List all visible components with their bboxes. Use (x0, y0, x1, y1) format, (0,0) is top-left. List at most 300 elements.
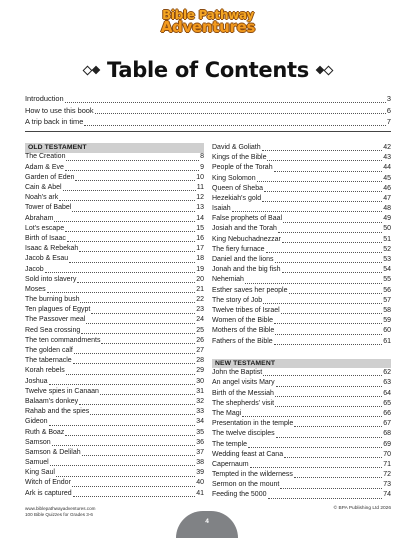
toc-entry[interactable] (25, 275, 204, 285)
dot-leader (232, 211, 383, 212)
dot-leader (275, 334, 382, 335)
toc-entry-title: Isaiah (212, 205, 231, 213)
publisher-logo (0, 9, 416, 35)
toc-entry[interactable] (212, 316, 391, 326)
toc-entry-title: Rahab and the spies (25, 408, 90, 416)
toc-entry-title: Ark is captured (25, 489, 72, 497)
dot-leader (266, 252, 383, 253)
toc-entry-page: 20 (196, 275, 204, 283)
toc-entry-title: Women of the Bible (212, 317, 273, 325)
toc-entry-title: Abraham (25, 214, 54, 222)
toc-entry[interactable] (212, 491, 391, 501)
toc-entry[interactable] (212, 153, 391, 163)
dot-leader (73, 363, 196, 364)
toc-entry-title: Isaac & Rebekah (25, 245, 79, 253)
toc-entry-title: Cain & Abel (25, 184, 62, 192)
toc-entry-title: The Passover meal (25, 316, 86, 324)
toc-entry-title: False prophets of Baal (212, 215, 283, 223)
dot-leader (84, 125, 386, 126)
dot-leader (56, 476, 195, 477)
toc-entry-page: 68 (383, 430, 391, 438)
diamond-ornament-icon (317, 67, 332, 74)
dot-leader (282, 272, 383, 273)
toc-entry-title: Adam & Eve (25, 163, 64, 171)
toc-entry-title: Sold into slavery (25, 275, 77, 283)
logo-line-2: Adventures (160, 18, 256, 36)
dot-leader (275, 396, 382, 397)
toc-entry[interactable] (25, 326, 204, 336)
toc-entry-title: Josiah and the Torah (212, 225, 277, 233)
dot-leader (49, 425, 196, 426)
toc-entry[interactable] (25, 458, 204, 468)
toc-entry-page: 22 (196, 296, 204, 304)
toc-entry-page: 51 (383, 235, 391, 243)
toc-entry[interactable] (212, 399, 391, 409)
toc-entry[interactable] (25, 387, 204, 397)
dot-leader (245, 283, 382, 284)
toc-entry[interactable] (25, 214, 204, 224)
dot-leader (267, 160, 382, 161)
toc-entry-page: 19 (196, 265, 204, 273)
old-testament-column-left (25, 143, 204, 499)
toc-entry[interactable] (25, 397, 204, 407)
dot-leader (49, 384, 196, 385)
toc-entry[interactable] (25, 336, 204, 346)
diamond-ornament-icon (84, 67, 99, 74)
toc-entry-page: 57 (383, 296, 391, 304)
toc-entry-title: Wedding feast at Cana (212, 450, 284, 458)
toc-entry[interactable] (212, 296, 391, 306)
toc-entry[interactable] (212, 368, 391, 378)
toc-entry[interactable] (25, 105, 391, 117)
toc-entry-page: 25 (196, 326, 204, 334)
dot-leader (282, 242, 382, 243)
toc-entry[interactable] (212, 143, 391, 153)
dot-leader (274, 344, 383, 345)
toc-entry-page: 52 (383, 245, 391, 253)
toc-entry-title: Korah rebels (25, 367, 65, 375)
dot-leader (77, 282, 195, 283)
toc-entry-page: 33 (196, 408, 204, 416)
toc-entry-title: Joshua (25, 377, 48, 385)
toc-entry-title: Jonah and the big fish (212, 266, 281, 274)
dot-leader (74, 353, 195, 354)
toc-entry-title: Ten plagues of Egypt (25, 306, 91, 314)
toc-entry[interactable] (212, 440, 391, 450)
logo-line-1: Bible Pathway (162, 8, 254, 22)
toc-entry-page: 14 (196, 214, 204, 222)
footer-website[interactable]: www.biblepathwayadventures.com (25, 506, 96, 511)
toc-entry-title: An angel visits Mary (212, 379, 275, 387)
dot-leader (59, 200, 195, 201)
toc-entry-title: Gideon (25, 418, 48, 426)
dot-leader (280, 488, 382, 489)
toc-entry[interactable] (25, 224, 204, 234)
dot-leader (63, 190, 196, 191)
toc-entry-page: 10 (196, 173, 204, 181)
toc-entry-page: 37 (196, 448, 204, 456)
dot-leader (79, 251, 195, 252)
toc-entry-title: Noah's ark (25, 194, 59, 202)
dot-leader (72, 486, 195, 487)
page-title: Table of Contents (107, 58, 309, 82)
toc-entry-title: The fiery furnace (212, 245, 265, 253)
toc-entry[interactable] (25, 468, 204, 478)
toc-entry-title: John the Baptist (212, 369, 263, 377)
toc-entry-page: 12 (196, 194, 204, 202)
dot-leader (283, 222, 382, 223)
toc-entry-page: 24 (196, 316, 204, 324)
toc-entry-page: 35 (196, 428, 204, 436)
toc-entry[interactable] (212, 194, 391, 204)
toc-entry-page: 18 (196, 255, 204, 263)
toc-entry-page: 34 (196, 418, 204, 426)
dot-leader (248, 447, 382, 448)
toc-entry[interactable] (212, 480, 391, 490)
section-heading-new-testament: NEW TESTAMENT (212, 359, 391, 369)
dot-leader (73, 496, 196, 497)
toc-entry-page: 65 (383, 399, 391, 407)
toc-entry[interactable] (25, 295, 204, 305)
toc-entry-page: 66 (383, 409, 391, 417)
toc-entry[interactable] (25, 153, 204, 163)
toc-entry[interactable] (25, 244, 204, 254)
toc-entry[interactable] (25, 203, 204, 213)
toc-entry-page: 73 (383, 481, 391, 489)
toc-entry-page: 58 (383, 306, 391, 314)
toc-entry-title: Feeding the 5000 (212, 491, 267, 499)
toc-entry-title: The story of Job (212, 296, 263, 304)
toc-entry-title: The ten commandments (25, 336, 101, 344)
toc-entry-page: 49 (383, 215, 391, 223)
toc-entry-title: The Magi (212, 409, 242, 417)
old-testament-column-right (212, 143, 391, 501)
toc-entry-page: 74 (383, 491, 391, 499)
toc-list (212, 368, 391, 500)
dot-leader (79, 404, 195, 405)
toc-entry-page: 44 (383, 164, 391, 172)
dot-leader (242, 416, 382, 417)
toc-entry-page: 8 (200, 153, 204, 161)
toc-entry-title: Twelve spies in Canaan (25, 387, 99, 395)
toc-entry-title: King Nebuchadnezzar (212, 235, 281, 243)
toc-entry-title: Fathers of the Bible (212, 337, 273, 345)
toc-entry-page: 28 (196, 357, 204, 365)
toc-entry-page: 48 (383, 205, 391, 213)
dot-leader (276, 386, 383, 387)
toc-entry[interactable] (212, 460, 391, 470)
toc-entry-title: A trip back in time (25, 117, 84, 126)
toc-entry[interactable] (25, 116, 391, 128)
toc-entry-page: 40 (196, 479, 204, 487)
dot-leader (67, 241, 195, 242)
page-number-tab (176, 511, 238, 538)
toc-entry[interactable] (25, 163, 204, 173)
toc-entry-title: King Saul (25, 469, 55, 477)
toc-list (25, 153, 204, 499)
toc-entry-title: David & Goliath (212, 143, 261, 151)
toc-entry[interactable] (25, 479, 204, 489)
dot-leader (281, 313, 383, 314)
dot-leader (289, 293, 383, 294)
divider (25, 131, 391, 132)
dot-leader (65, 102, 386, 103)
title-row (0, 58, 416, 82)
dot-leader (65, 170, 199, 171)
dot-leader (276, 437, 383, 438)
toc-entry-page: 38 (196, 459, 204, 467)
toc-entry-title: The shepherds' visit (212, 399, 275, 407)
toc-entry-page: 61 (383, 337, 391, 345)
toc-entry-page: 59 (383, 317, 391, 325)
dot-leader (82, 455, 196, 456)
toc-entry-page: 26 (196, 336, 204, 344)
dot-leader (275, 406, 382, 407)
toc-entry-title: How to use this book (25, 105, 94, 115)
toc-entry-title: Introduction (25, 94, 64, 103)
toc-entry[interactable] (25, 93, 391, 105)
toc-entry-page: 60 (383, 327, 391, 335)
toc-entry-title: Samuel (25, 459, 49, 467)
toc-entry-title: Tempted in the wilderness (212, 471, 293, 479)
toc-entry[interactable] (25, 489, 204, 499)
toc-entry-title: Moses (25, 285, 46, 293)
toc-entry[interactable] (212, 337, 391, 347)
toc-entry[interactable] (25, 417, 204, 427)
toc-entry-page: 9 (200, 163, 204, 171)
toc-entry-title: Samson & Delilah (25, 448, 81, 456)
toc-entry-page: 32 (196, 397, 204, 405)
dot-leader (50, 465, 195, 466)
dot-leader (65, 231, 195, 232)
toc-entry[interactable] (212, 275, 391, 285)
toc-entry[interactable] (212, 255, 391, 265)
toc-entry[interactable] (212, 389, 391, 399)
toc-entry[interactable] (212, 286, 391, 296)
toc-entry-page: 43 (383, 154, 391, 162)
toc-entry-title: Red Sea crossing (25, 326, 81, 334)
dot-leader (66, 160, 199, 161)
toc-entry-title: The temple (212, 440, 248, 448)
toc-entry-page: 6 (386, 105, 391, 115)
toc-entry[interactable] (25, 448, 204, 458)
toc-entry-title: Esther saves her people (212, 286, 288, 294)
toc-entry-page: 41 (196, 489, 204, 497)
toc-entry[interactable] (25, 356, 204, 366)
toc-entry[interactable] (212, 409, 391, 419)
dot-leader (90, 414, 195, 415)
toc-entry[interactable] (212, 265, 391, 275)
dot-leader (257, 181, 383, 182)
toc-entry[interactable] (25, 183, 204, 193)
toc-entry-page: 23 (196, 306, 204, 314)
dot-leader (263, 375, 382, 376)
toc-entry[interactable] (25, 285, 204, 295)
dot-leader (95, 113, 386, 114)
toc-entry-page: 13 (196, 204, 204, 212)
toc-entry-page: 3 (386, 94, 391, 103)
toc-entry[interactable] (25, 173, 204, 183)
dot-leader (268, 498, 383, 499)
toc-entry-title: Tower of Babel (25, 204, 72, 212)
toc-entry-title: Capernaum (212, 460, 249, 468)
dot-leader (101, 343, 195, 344)
toc-entry[interactable] (25, 316, 204, 326)
footer-book-title: 100 Bible Quizzes for Grades 3-6 (25, 512, 93, 517)
toc-entry-title: Queen of Sheba (212, 184, 263, 192)
toc-entry-page: 29 (196, 367, 204, 375)
toc-entry-title: Jacob (25, 265, 44, 273)
toc-entry-page: 11 (196, 184, 204, 192)
dot-leader (66, 374, 196, 375)
toc-entry[interactable] (25, 346, 204, 356)
toc-entry[interactable] (212, 163, 391, 173)
toc-entry-page: 55 (383, 276, 391, 284)
toc-entry[interactable] (212, 450, 391, 460)
dot-leader (264, 191, 382, 192)
toc-entry-title: Balaam's donkey (25, 397, 79, 405)
dot-leader (81, 333, 195, 334)
toc-entry-title: The burning bush (25, 296, 80, 304)
dot-leader (274, 171, 383, 172)
toc-entry-title: The golden calf (25, 347, 73, 355)
toc-entry-title: Sermon on the mount (212, 481, 280, 489)
toc-entry-page: 27 (196, 347, 204, 355)
toc-entry-title: Ruth & Boaz (25, 428, 65, 436)
dot-leader (52, 445, 196, 446)
toc-entry-page: 17 (196, 245, 204, 253)
toc-entry-page: 42 (383, 143, 391, 151)
dot-leader (65, 435, 195, 436)
toc-entry-page: 56 (383, 286, 391, 294)
toc-entry-page: 71 (383, 460, 391, 468)
toc-entry[interactable] (212, 214, 391, 224)
toc-entry-page: 70 (383, 450, 391, 458)
toc-entry-title: Hezekiah's gold (212, 194, 262, 202)
toc-entry-title: Witch of Endor (25, 479, 71, 487)
toc-entry-page: 46 (383, 184, 391, 192)
dot-leader (262, 150, 383, 151)
toc-entry-page: 53 (383, 256, 391, 264)
dot-leader (284, 457, 382, 458)
toc-entry-page: 62 (383, 369, 391, 377)
toc-entry[interactable] (212, 225, 391, 235)
toc-entry-title: Presentation in the temple (212, 420, 294, 428)
dot-leader (75, 180, 195, 181)
dot-leader (47, 292, 196, 293)
toc-entry-title: Birth of Isaac (25, 234, 66, 242)
toc-entry-page: 64 (383, 389, 391, 397)
toc-entry[interactable] (212, 306, 391, 316)
toc-entry-page: 69 (383, 440, 391, 448)
toc-entry-title: Samson (25, 438, 51, 446)
dot-leader (294, 477, 382, 478)
toc-entry-page: 54 (383, 266, 391, 274)
toc-entry-page: 50 (383, 225, 391, 233)
dot-leader (91, 313, 195, 314)
toc-entry-page: 15 (196, 224, 204, 232)
toc-entry-title: Mothers of the Bible (212, 327, 275, 335)
toc-entry[interactable] (212, 235, 391, 245)
dot-leader (86, 323, 195, 324)
toc-entry[interactable] (25, 428, 204, 438)
toc-entry-page: 36 (196, 438, 204, 446)
toc-entry[interactable] (25, 377, 204, 387)
toc-entry[interactable] (25, 234, 204, 244)
toc-entry[interactable] (25, 254, 204, 264)
dot-leader (274, 323, 382, 324)
toc-entry[interactable] (212, 245, 391, 255)
dot-leader (250, 467, 383, 468)
toc-entry-page: 67 (383, 420, 391, 428)
dot-leader (278, 232, 382, 233)
dot-leader (72, 211, 195, 212)
toc-entry[interactable] (212, 184, 391, 194)
dot-leader (294, 426, 382, 427)
toc-entry-page: 63 (383, 379, 391, 387)
toc-entry[interactable] (25, 265, 204, 275)
toc-entry-title: The twelve disciples (212, 430, 275, 438)
dot-leader (69, 262, 195, 263)
toc-entry-page: 39 (196, 469, 204, 477)
toc-entry-title: Lot's escape (25, 224, 65, 232)
toc-entry-title: The Creation (25, 153, 66, 161)
dot-leader (100, 394, 195, 395)
toc-entry[interactable] (212, 419, 391, 429)
toc-entry-title: Daniel and the lions (212, 256, 274, 264)
dot-leader (45, 272, 196, 273)
page-number: 4 (205, 518, 209, 525)
footer-copyright: © BPA Publishing Ltd 2026 (333, 506, 391, 511)
toc-entry-page: 31 (196, 387, 204, 395)
toc-entry[interactable] (212, 326, 391, 336)
toc-entry-page: 72 (383, 471, 391, 479)
dot-leader (275, 262, 383, 263)
intro-list (25, 93, 391, 128)
toc-entry[interactable] (212, 429, 391, 439)
section-heading-old-testament: OLD TESTAMENT (25, 143, 204, 153)
toc-entry-title: Birth of the Messiah (212, 389, 274, 397)
toc-entry-page: 45 (383, 174, 391, 182)
toc-entry-title: King Solomon (212, 174, 256, 182)
toc-entry[interactable] (25, 438, 204, 448)
toc-entry[interactable] (25, 407, 204, 417)
toc-entry-page: 47 (383, 194, 391, 202)
toc-entry-title: Nehemiah (212, 276, 244, 284)
toc-entry-page: 30 (196, 377, 204, 385)
toc-entry-page: 16 (196, 234, 204, 242)
toc-entry-title: Twelve tribes of Israel (212, 306, 280, 314)
toc-entry[interactable] (212, 378, 391, 388)
toc-entry-page: 7 (386, 117, 391, 126)
footer-info (25, 506, 95, 518)
dot-leader (54, 221, 195, 222)
toc-entry-title: Garden of Eden (25, 173, 75, 181)
toc-entry[interactable] (212, 174, 391, 184)
toc-entry-title: Jacob & Esau (25, 255, 69, 263)
toc-entry[interactable] (212, 470, 391, 480)
toc-entry[interactable] (25, 193, 204, 203)
toc-entry-page: 21 (196, 285, 204, 293)
toc-entry-title: Kings of the Bible (212, 154, 267, 162)
toc-list (212, 143, 391, 347)
dot-leader (80, 302, 195, 303)
toc-entry[interactable] (25, 305, 204, 315)
dot-leader (262, 201, 382, 202)
toc-entry-title: People of the Torah (212, 164, 273, 172)
toc-entry[interactable] (25, 366, 204, 376)
toc-entry[interactable] (212, 204, 391, 214)
